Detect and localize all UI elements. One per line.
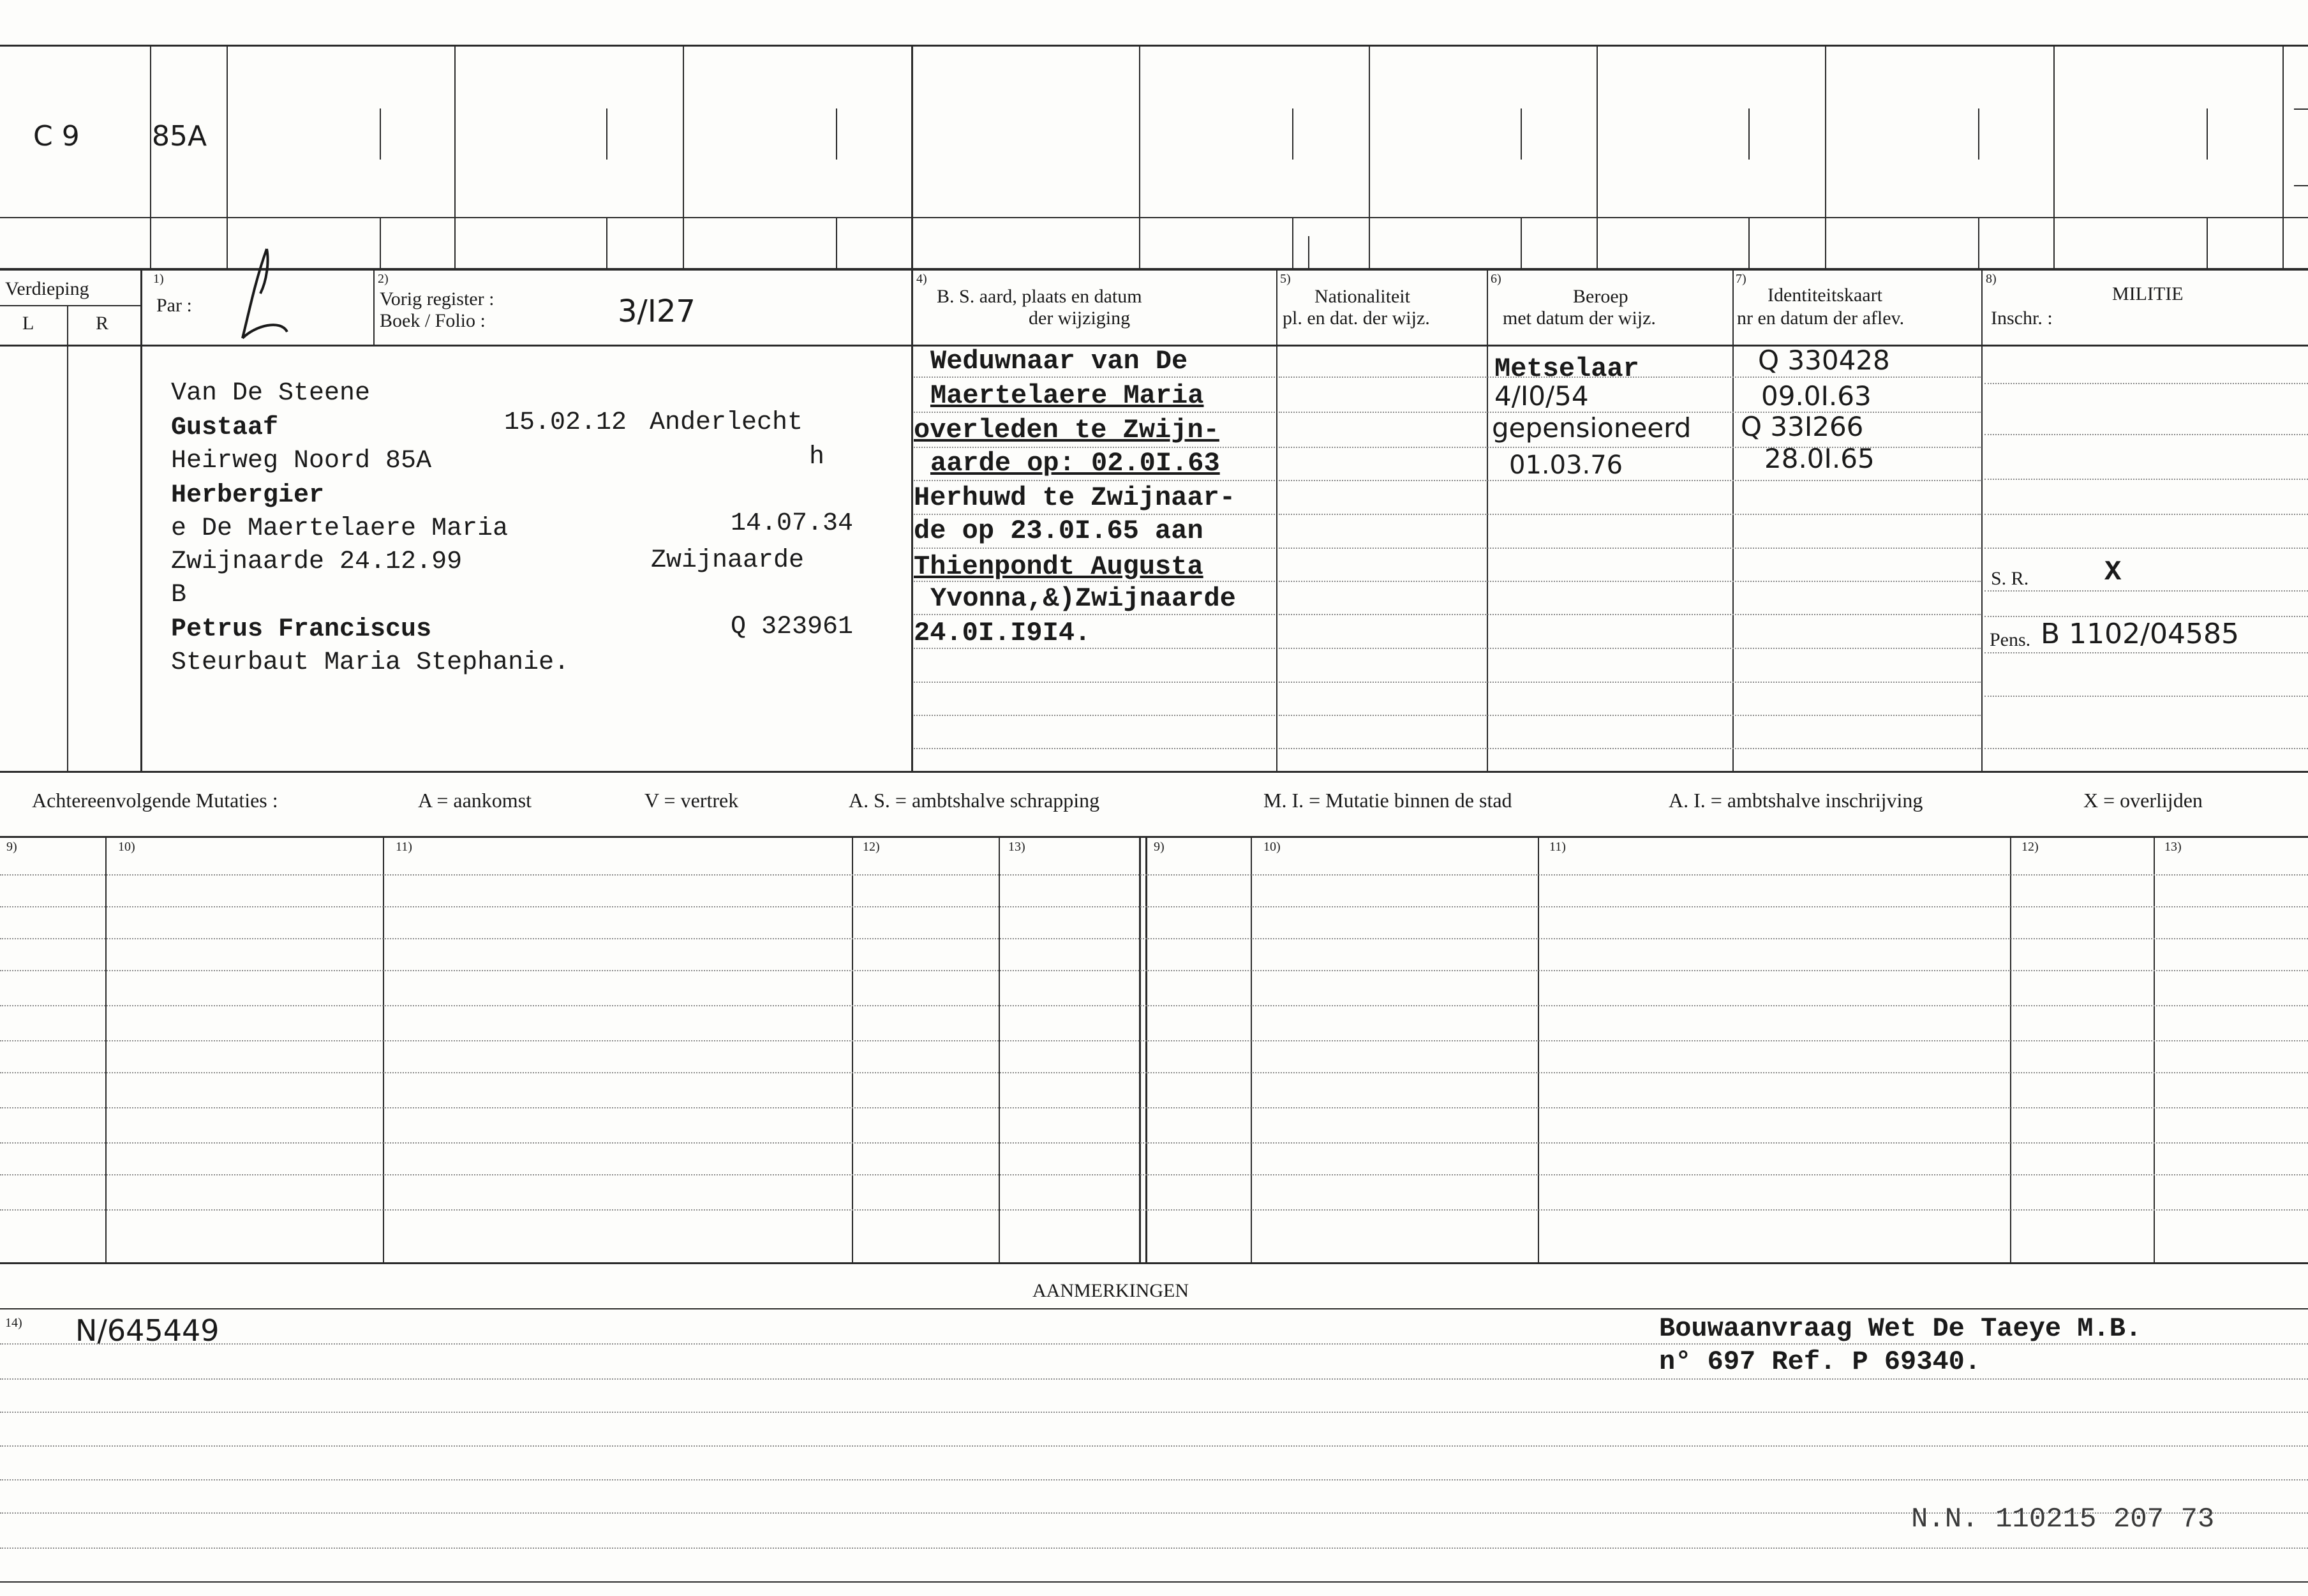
bs-entry: 24.0I.I9I4.: [914, 618, 1091, 648]
remarks-title: AANMERKINGEN: [1032, 1280, 1189, 1301]
nat-number: 5): [1280, 272, 1291, 286]
par-label: Par :: [156, 295, 192, 316]
beroep-entry: 01.03.76: [1509, 451, 1623, 480]
legend-item: A. S. = ambtshalve schrapping: [849, 789, 1100, 812]
boek-folio-value: 3/I27: [618, 294, 696, 329]
remarks-number: 14): [5, 1316, 22, 1330]
mutation-column-number: 12): [2021, 840, 2039, 854]
beroep-header-line1: Beroep: [1573, 286, 1628, 307]
birth-place: Anderlecht: [650, 408, 803, 437]
birth-date: 15.02.12: [504, 408, 627, 437]
bs-entry: Yvonna,&)Zwijnaarde: [930, 583, 1236, 614]
beroep-entry: gepensioneerd: [1492, 412, 1692, 444]
id-entry: 09.0I.63: [1761, 380, 1872, 412]
bs-entry: Thienpondt Augusta: [914, 551, 1203, 582]
remarks-right-line1: Bouwaanvraag Wet De Taeye M.B.: [1659, 1313, 2142, 1344]
militie-title: MILITIE: [2112, 283, 2184, 304]
mutation-column-number: 11): [1549, 840, 1566, 854]
person-line: Heirweg Noord 85A: [171, 447, 432, 475]
boek-folio-label: Boek / Folio :: [380, 310, 486, 331]
verdieping-header: Verdieping: [5, 278, 89, 299]
person-line: Gustaaf: [171, 414, 279, 442]
mutation-column-number: 12): [863, 840, 880, 854]
id-number-label: 7): [1736, 272, 1746, 286]
remarks-right-line2: n° 697 Ref. P 69340.: [1659, 1346, 1981, 1377]
marriage-place: Zwijnaarde: [651, 546, 805, 575]
pens-label: Pens.: [1990, 629, 2031, 650]
person-line: Petrus Franciscus: [171, 615, 432, 644]
legend-item: V = vertrek: [644, 789, 739, 812]
mutation-column-number: 9): [1154, 840, 1165, 854]
mutation-column-number: 9): [6, 840, 17, 854]
bs-entry: Maertelaere Maria: [930, 380, 1204, 411]
beroep-header-line2: met datum der wijz.: [1503, 308, 1656, 329]
bs-header-line1: B. S. aard, plaats en datum: [937, 286, 1142, 307]
legend-item: M. I. = Mutatie binnen de stad: [1263, 789, 1512, 812]
mutation-column-number: 13): [2164, 840, 2182, 854]
beroep-entry: Metselaar: [1494, 354, 1639, 384]
legend-title: Achtereenvolgende Mutaties :: [32, 789, 278, 812]
bs-header-line2: der wijziging: [1029, 308, 1131, 329]
code-cell: C 9: [33, 120, 80, 153]
bs-entry: overleden te Zwijn-: [914, 415, 1219, 445]
nat-header-line2: pl. en dat. der wijz.: [1283, 308, 1430, 329]
remarks-nn: N.N. 110215 207 73: [1911, 1503, 2215, 1535]
mutation-column-number: 13): [1008, 840, 1025, 854]
vorig-register-label: Vorig register :: [380, 288, 495, 310]
sr-label: S. R.: [1991, 568, 2029, 589]
bs-entry: Weduwnaar van De: [930, 346, 1188, 377]
id-header-line1: Identiteitskaart: [1768, 285, 1882, 306]
person-line: Zwijnaarde 24.12.99: [171, 548, 463, 576]
par-number: 1): [153, 272, 164, 286]
nat-header-line1: Nationaliteit: [1314, 286, 1410, 307]
pens-value: B 1102/04585: [2041, 618, 2239, 650]
legend-item: A. I. = ambtshalve inschrijving: [1669, 789, 1923, 812]
h-mark: h: [809, 443, 825, 472]
id-entry: Q 330428: [1758, 345, 1890, 376]
beroep-number: 6): [1491, 272, 1501, 286]
person-line: Steurbaut Maria Stephanie.: [171, 648, 570, 677]
remarks-nr: N/645449: [75, 1313, 220, 1348]
beroep-entry: 4/I0/54: [1494, 380, 1589, 412]
sr-value: X: [2104, 556, 2122, 588]
id-entry: Q 33I266: [1741, 411, 1864, 442]
militie-number: 8): [1986, 272, 1997, 286]
legend-item: X = overlijden: [2083, 789, 2203, 812]
verdieping-l: L: [22, 313, 34, 334]
id-entry: 28.0I.65: [1764, 443, 1875, 474]
person-line: e De Maertelaere Maria: [171, 514, 509, 543]
verdieping-r: R: [96, 313, 109, 334]
person-line: Herbergier: [171, 481, 325, 510]
vorig-number: 2): [378, 272, 389, 286]
marriage-date: 14.07.34: [731, 509, 854, 538]
mutation-column-number: 10): [118, 840, 135, 854]
legend-item: A = aankomst: [418, 789, 532, 812]
person-line: Van De Steene: [171, 379, 371, 408]
number-cell: 85A: [152, 120, 207, 153]
id-header-line2: nr en datum der aflev.: [1737, 308, 1905, 329]
bs-number: 4): [916, 272, 927, 286]
person-id-number: Q 323961: [731, 613, 854, 641]
bs-entry: de op 23.0I.65 aan: [914, 516, 1203, 546]
par-signature: [230, 242, 300, 351]
mutation-column-number: 10): [1263, 840, 1281, 854]
mutation-column-number: 11): [396, 840, 412, 854]
person-line: B: [171, 581, 187, 609]
bs-entry: Herhuwd te Zwijnaar-: [914, 482, 1236, 513]
militie-inschr-label: Inschr. :: [1991, 308, 2053, 329]
bs-entry: aarde op: 02.0I.63: [930, 448, 1220, 479]
